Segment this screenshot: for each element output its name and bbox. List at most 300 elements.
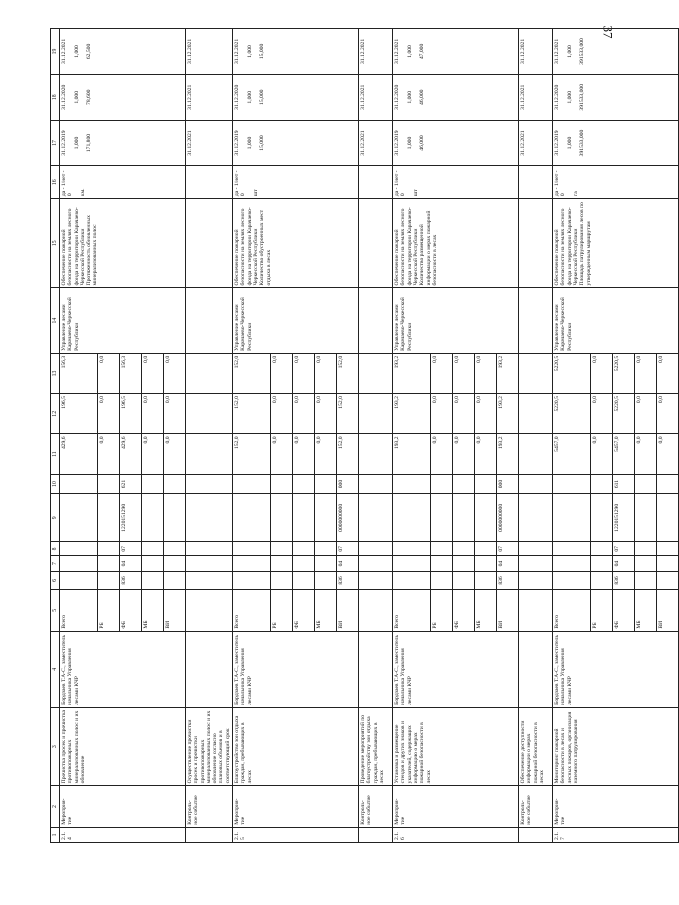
budget-code: 04	[497, 556, 519, 571]
amount-cell: 196,5	[60, 394, 98, 434]
empty-cell	[186, 353, 233, 393]
budget-code: 621	[120, 474, 142, 494]
column-number: 4	[51, 631, 60, 707]
budget-code	[635, 494, 657, 542]
indicator-value: 31.12.2020 1,000 391533,000	[553, 74, 679, 120]
table-row	[60, 29, 98, 843]
budget-code	[164, 494, 186, 542]
funding-source: ВИ	[337, 590, 359, 631]
budget-code	[315, 474, 337, 494]
control-date: 31.12.2021	[359, 120, 393, 166]
column-number: 18	[51, 74, 60, 120]
funding-source: РБ	[271, 590, 293, 631]
amount-cell: 5457,0	[553, 434, 591, 474]
empty-cell	[359, 494, 393, 542]
budget-code	[393, 556, 431, 571]
budget-code	[164, 542, 186, 556]
amount-cell: 0,0	[271, 434, 293, 474]
program-activities-table	[50, 25, 679, 843]
amount-cell: 156,3	[120, 353, 142, 393]
funding-source: МБ	[142, 590, 164, 631]
indicator-value: 31.12.2020 1,000 46,000	[393, 74, 519, 120]
budget-code	[142, 556, 164, 571]
empty-cell	[519, 166, 553, 199]
budget-code	[431, 556, 453, 571]
budget-code	[635, 542, 657, 556]
target-indicator: Обеспечение пожарной безопасности на землях лесного фонда на территории Карачаево-Черкесской Республики Количество обустроенных мест отдыха в лесах	[233, 199, 359, 288]
item-type: Мероприя- тие	[233, 786, 359, 827]
budget-code	[98, 542, 120, 556]
amount-cell: 193,2	[497, 394, 519, 434]
funding-source: МБ	[475, 590, 497, 631]
budget-code	[475, 474, 497, 494]
budget-code	[657, 556, 679, 571]
budget-code	[453, 494, 475, 542]
budget-code	[142, 474, 164, 494]
responsible-person: Бордзаев Т.А-С., заместитель начальника Управления лесами КЧР	[60, 631, 186, 707]
budget-code	[142, 494, 164, 542]
amount-cell: 0,0	[431, 353, 453, 393]
amount-cell: 152,0	[233, 434, 271, 474]
budget-code	[98, 556, 120, 571]
budget-code: 0000000000	[497, 494, 519, 542]
target-indicator: Обеспечение пожарной безопасности на землях лесного фонда на территории Карачаево-Черкесской Республики Протяженность обновленных минерализованных полос	[60, 199, 186, 288]
budget-code	[293, 494, 315, 542]
empty-cell	[186, 166, 233, 199]
empty-cell	[359, 542, 393, 556]
budget-code	[315, 494, 337, 542]
amount-cell: 0,0	[293, 353, 315, 393]
budget-code	[657, 494, 679, 542]
amount-cell: 0,0	[431, 434, 453, 474]
budget-code	[393, 571, 431, 590]
responsible-person: Бордзаев Т.А-С., заместитель начальника Управления лесами КЧР	[393, 631, 519, 707]
amount-cell: 193,2	[393, 394, 431, 434]
budget-code	[164, 571, 186, 590]
amount-cell: 0,0	[475, 353, 497, 393]
table-body	[51, 29, 679, 843]
budget-code	[591, 556, 613, 571]
amount-cell: 152,0	[233, 394, 271, 434]
budget-code: 07	[337, 542, 359, 556]
budget-code	[453, 474, 475, 494]
funding-source: ФБ	[120, 590, 142, 631]
amount-cell: 0,0	[164, 353, 186, 393]
budget-code	[293, 474, 315, 494]
amount-cell: 152,0	[337, 394, 359, 434]
amount-cell: 0,0	[142, 394, 164, 434]
amount-cell: 0,0	[98, 434, 120, 474]
funding-source: ФБ	[293, 590, 315, 631]
budget-code	[591, 474, 613, 494]
empty-cell	[519, 631, 553, 707]
budget-code	[233, 571, 271, 590]
empty-cell	[186, 556, 233, 571]
amount-cell: 0,0	[315, 434, 337, 474]
amount-cell: 0,0	[635, 394, 657, 434]
budget-code	[393, 542, 431, 556]
item-name: Прочистка просек и прочистка противопожарных минерализованных полос и их обновление	[60, 707, 186, 785]
budget-code	[315, 556, 337, 571]
budget-code	[293, 571, 315, 590]
responsible-person: Бордзаев Т.А-С., заместитель начальника Управления лесами КЧР	[553, 631, 679, 707]
budget-code	[233, 556, 271, 571]
funding-source: ФБ	[613, 590, 635, 631]
amount-cell: 193,2	[497, 434, 519, 474]
control-event-row	[519, 29, 553, 843]
budget-code	[60, 542, 98, 556]
unit: да - 1/нет - 0 га	[553, 166, 679, 199]
unit: да - 1/нет - 0 шт	[393, 166, 519, 199]
budget-code	[98, 571, 120, 590]
executor: Управление лесами Карачаево-Черкесской Республики	[553, 288, 679, 353]
amount-cell: 0,0	[591, 353, 613, 393]
budget-code: 07	[613, 542, 635, 556]
amount-cell: 0,0	[98, 394, 120, 434]
indicator-value: 31.12.2020 1,000 78,600	[60, 74, 186, 120]
item-number: 2.1.5	[233, 827, 359, 842]
amount-cell: 429,6	[120, 434, 142, 474]
budget-code: 04	[337, 556, 359, 571]
amount-cell: 5220,5	[553, 394, 591, 434]
empty-cell	[359, 590, 393, 631]
empty-cell	[519, 542, 553, 556]
column-number: 3	[51, 707, 60, 785]
funding-source: ФБ	[453, 590, 475, 631]
budget-code	[60, 571, 98, 590]
control-date: 31.12.2021	[519, 29, 553, 75]
funding-source: ВИ	[164, 590, 186, 631]
empty-cell	[519, 556, 553, 571]
budget-code	[393, 494, 431, 542]
budget-code	[315, 542, 337, 556]
empty-cell	[359, 166, 393, 199]
funding-source: ВИ	[657, 590, 679, 631]
indicator-value: 31.12.2021 1,000 15,000	[233, 29, 359, 75]
executor: Управление лесами Карачаево-Черкесской Республики	[60, 288, 186, 353]
control-date: 31.12.2021	[359, 74, 393, 120]
table-row	[233, 29, 271, 843]
budget-code	[553, 474, 591, 494]
budget-code	[271, 556, 293, 571]
control-event-name: Обеспечение доступности информации о мерах пожарной безопасности в лесах	[519, 707, 553, 785]
amount-cell: 193,2	[393, 434, 431, 474]
amount-cell: 193,2	[497, 353, 519, 393]
funding-source: Всего	[60, 590, 98, 631]
funding-source: РБ	[591, 590, 613, 631]
amount-cell: 0,0	[164, 394, 186, 434]
budget-code	[315, 571, 337, 590]
budget-code	[635, 474, 657, 494]
budget-code: 611	[613, 474, 635, 494]
budget-code: 000	[337, 474, 359, 494]
funding-source: ВИ	[497, 590, 519, 631]
column-number: 12	[51, 394, 60, 434]
amount-cell: 0,0	[293, 394, 315, 434]
budget-code	[233, 494, 271, 542]
responsible-person: Бордзаев Т.А-С., заместитель начальника Управления лесами КЧР	[233, 631, 359, 707]
budget-code	[635, 556, 657, 571]
amount-cell: 5220,5	[553, 353, 591, 393]
budget-code	[431, 494, 453, 542]
empty-cell	[186, 474, 233, 494]
budget-code: 07	[497, 542, 519, 556]
executor: Управление лесами Карачаево-Черкесской Республики	[233, 288, 359, 353]
budget-code	[60, 494, 98, 542]
column-number: 14	[51, 288, 60, 353]
budget-code	[142, 542, 164, 556]
amount-cell: 0,0	[453, 394, 475, 434]
budget-code	[453, 542, 475, 556]
control-event-name: Проведение мероприятий по благоустройству зон отдыха граждан, пребывающих в лесах	[359, 707, 393, 785]
amount-cell: 0,0	[635, 353, 657, 393]
budget-code: 836	[613, 571, 635, 590]
amount-cell: 152,0	[337, 434, 359, 474]
budget-code	[475, 542, 497, 556]
column-number: 1	[51, 827, 60, 842]
amount-cell: 0,0	[453, 434, 475, 474]
budget-code	[393, 474, 431, 494]
unit: да - 1/нет - 0 шт	[233, 166, 359, 199]
budget-code	[453, 571, 475, 590]
funding-source: МБ	[635, 590, 657, 631]
empty-cell	[519, 494, 553, 542]
budget-code	[142, 571, 164, 590]
indicator-value: 31.12.2021 1,000 62,500	[60, 29, 186, 75]
control-date: 31.12.2021	[186, 74, 233, 120]
empty-cell	[359, 199, 393, 288]
amount-cell: 0,0	[142, 434, 164, 474]
empty-cell	[186, 494, 233, 542]
budget-code	[553, 556, 591, 571]
control-date: 31.12.2021	[519, 74, 553, 120]
item-type: Мероприя- тие	[393, 786, 519, 827]
budget-code	[475, 571, 497, 590]
empty-cell	[186, 288, 233, 353]
budget-code	[98, 474, 120, 494]
amount-cell: 5220,5	[613, 353, 635, 393]
budget-code: 000	[497, 474, 519, 494]
amount-cell: 0,0	[142, 353, 164, 393]
funding-source: Всего	[233, 590, 271, 631]
budget-code	[475, 556, 497, 571]
empty-cell	[519, 434, 553, 474]
amount-cell: 0,0	[635, 434, 657, 474]
amount-cell: 5220,5	[613, 394, 635, 434]
amount-cell: 193,2	[393, 353, 431, 393]
item-type: Мероприя- тие	[60, 786, 186, 827]
amount-cell: 0,0	[475, 394, 497, 434]
amount-cell: 0,0	[591, 394, 613, 434]
amount-cell: 0,0	[293, 434, 315, 474]
empty-cell	[186, 394, 233, 434]
budget-code	[431, 474, 453, 494]
budget-code	[233, 542, 271, 556]
budget-code	[553, 494, 591, 542]
column-number: 2	[51, 786, 60, 827]
page-number: 37	[600, 25, 616, 39]
item-type: Мероприя- тие	[553, 786, 679, 827]
budget-code	[431, 571, 453, 590]
empty-cell	[359, 434, 393, 474]
budget-code: 1220151290	[613, 494, 635, 542]
funding-source: Всего	[393, 590, 431, 631]
column-number: 11	[51, 434, 60, 474]
empty-cell	[359, 631, 393, 707]
column-number: 5	[51, 590, 60, 631]
budget-code	[233, 474, 271, 494]
empty-cell	[519, 590, 553, 631]
empty-cell	[519, 199, 553, 288]
indicator-value: 31.12.2019 1,000 171,800	[60, 120, 186, 166]
column-number: 6	[51, 571, 60, 590]
column-number: 10	[51, 474, 60, 494]
budget-code: 04	[613, 556, 635, 571]
amount-cell: 196,5	[120, 394, 142, 434]
amount-cell: 0,0	[315, 394, 337, 434]
amount-cell: 0,0	[453, 353, 475, 393]
empty-cell	[186, 434, 233, 474]
budget-code: 836	[337, 571, 359, 590]
empty-cell	[359, 556, 393, 571]
control-event-row	[186, 29, 233, 843]
table-row	[553, 29, 591, 843]
budget-code	[591, 494, 613, 542]
funding-source: РБ	[431, 590, 453, 631]
empty-cell	[186, 631, 233, 707]
amount-cell: 0,0	[475, 434, 497, 474]
item-type: Контроль- ное событие	[519, 786, 553, 827]
amount-cell: 5457,0	[613, 434, 635, 474]
empty-cell	[519, 571, 553, 590]
item-type: Контроль- ное событие	[186, 786, 233, 827]
column-number: 7	[51, 556, 60, 571]
amount-cell: 0,0	[657, 434, 679, 474]
item-number	[186, 827, 233, 842]
budget-code	[271, 571, 293, 590]
empty-cell	[359, 474, 393, 494]
unit: да - 1/нет - 0 км.	[60, 166, 186, 199]
indicator-value: 31.12.2019 1,000 391533,000	[553, 120, 679, 166]
empty-cell	[519, 353, 553, 393]
empty-cell	[359, 571, 393, 590]
item-name: Мониторинг пожарной безопасности в лесах и лесных пожаров, организация наземного патрулирования	[553, 707, 679, 785]
column-number: 17	[51, 120, 60, 166]
column-number: 13	[51, 353, 60, 393]
budget-code: 1220151290	[120, 494, 142, 542]
table-row	[393, 29, 431, 843]
column-number: 16	[51, 166, 60, 199]
item-number	[359, 827, 393, 842]
budget-code	[164, 556, 186, 571]
item-type: Контроль- ное событие	[359, 786, 393, 827]
budget-code	[591, 571, 613, 590]
control-event-row	[359, 29, 393, 843]
control-date: 31.12.2021	[359, 29, 393, 75]
amount-cell: 0,0	[271, 394, 293, 434]
budget-code	[635, 571, 657, 590]
amount-cell: 0,0	[164, 434, 186, 474]
target-indicator: Обеспечение пожарной безопасности на землях лесного фонда на территории Карачаево-Черкесской Республики Площадь патрулирования лесов по утвержденным маршрутам	[553, 199, 679, 288]
budget-code	[475, 494, 497, 542]
amount-cell: 0,0	[315, 353, 337, 393]
target-indicator: Обеспечение пожарной безопасности на землях лесного фонда на территории Карачаево-Черкесской Республики Количество размещенной информации о мерах пожарной безопасности в лесах	[393, 199, 519, 288]
column-number: 8	[51, 542, 60, 556]
executor: Управление лесами Карачаево-Черкесской Республики	[393, 288, 519, 353]
budget-code: 836	[497, 571, 519, 590]
budget-code: 04	[120, 556, 142, 571]
item-name: Установка и размещение стендов и других знаков и указателей, содержащих информацию о мерах пожарной безопасности в лесах	[393, 707, 519, 785]
amount-cell: 152,0	[337, 353, 359, 393]
funding-source: МБ	[315, 590, 337, 631]
amount-cell: 429,6	[60, 434, 98, 474]
column-number: 9	[51, 494, 60, 542]
indicator-value: 31.12.2021 1,000 47,000	[393, 29, 519, 75]
budget-code	[271, 494, 293, 542]
amount-cell: 0,0	[591, 434, 613, 474]
budget-code	[553, 571, 591, 590]
item-number: 2.1.7	[553, 827, 679, 842]
amount-cell: 0,0	[431, 394, 453, 434]
control-date: 31.12.2021	[186, 29, 233, 75]
amount-cell: 152,0	[233, 353, 271, 393]
budget-code	[293, 542, 315, 556]
item-number: 2.1.6	[393, 827, 519, 842]
budget-code: 0000000000	[337, 494, 359, 542]
budget-code	[657, 542, 679, 556]
budget-code	[453, 556, 475, 571]
budget-code: 07	[120, 542, 142, 556]
column-number: 19	[51, 29, 60, 75]
amount-cell: 0,0	[271, 353, 293, 393]
item-number: 2.1.4	[60, 827, 186, 842]
budget-code	[60, 474, 98, 494]
rotated-table-container	[50, 25, 665, 843]
item-name: Благоустройство зон отдыха граждан, пребывающих в лесах	[233, 707, 359, 785]
empty-cell	[519, 474, 553, 494]
empty-cell	[186, 590, 233, 631]
indicator-value: 31.12.2019 1,000 15,000	[233, 120, 359, 166]
amount-cell: 0,0	[98, 353, 120, 393]
indicator-value: 31.12.2021 1,000 391533,000	[553, 29, 679, 75]
empty-cell	[519, 288, 553, 353]
indicator-value: 31.12.2019 1,000 46,000	[393, 120, 519, 166]
budget-code	[431, 542, 453, 556]
indicator-value: 31.12.2020 1,000 15,000	[233, 74, 359, 120]
empty-cell	[186, 542, 233, 556]
budget-code	[553, 542, 591, 556]
budget-code	[164, 474, 186, 494]
empty-cell	[186, 199, 233, 288]
empty-cell	[519, 394, 553, 434]
empty-cell	[359, 353, 393, 393]
budget-code	[271, 474, 293, 494]
column-number-row	[51, 29, 60, 843]
empty-cell	[359, 394, 393, 434]
amount-cell: 0,0	[657, 394, 679, 434]
empty-cell	[186, 571, 233, 590]
budget-code: 836	[120, 571, 142, 590]
budget-code	[657, 474, 679, 494]
column-number: 15	[51, 199, 60, 288]
funding-source: Всего	[553, 590, 591, 631]
control-date: 31.12.2021	[519, 120, 553, 166]
funding-source: РБ	[98, 590, 120, 631]
control-date: 31.12.2021	[186, 120, 233, 166]
empty-cell	[359, 288, 393, 353]
budget-code	[60, 556, 98, 571]
budget-code	[98, 494, 120, 542]
